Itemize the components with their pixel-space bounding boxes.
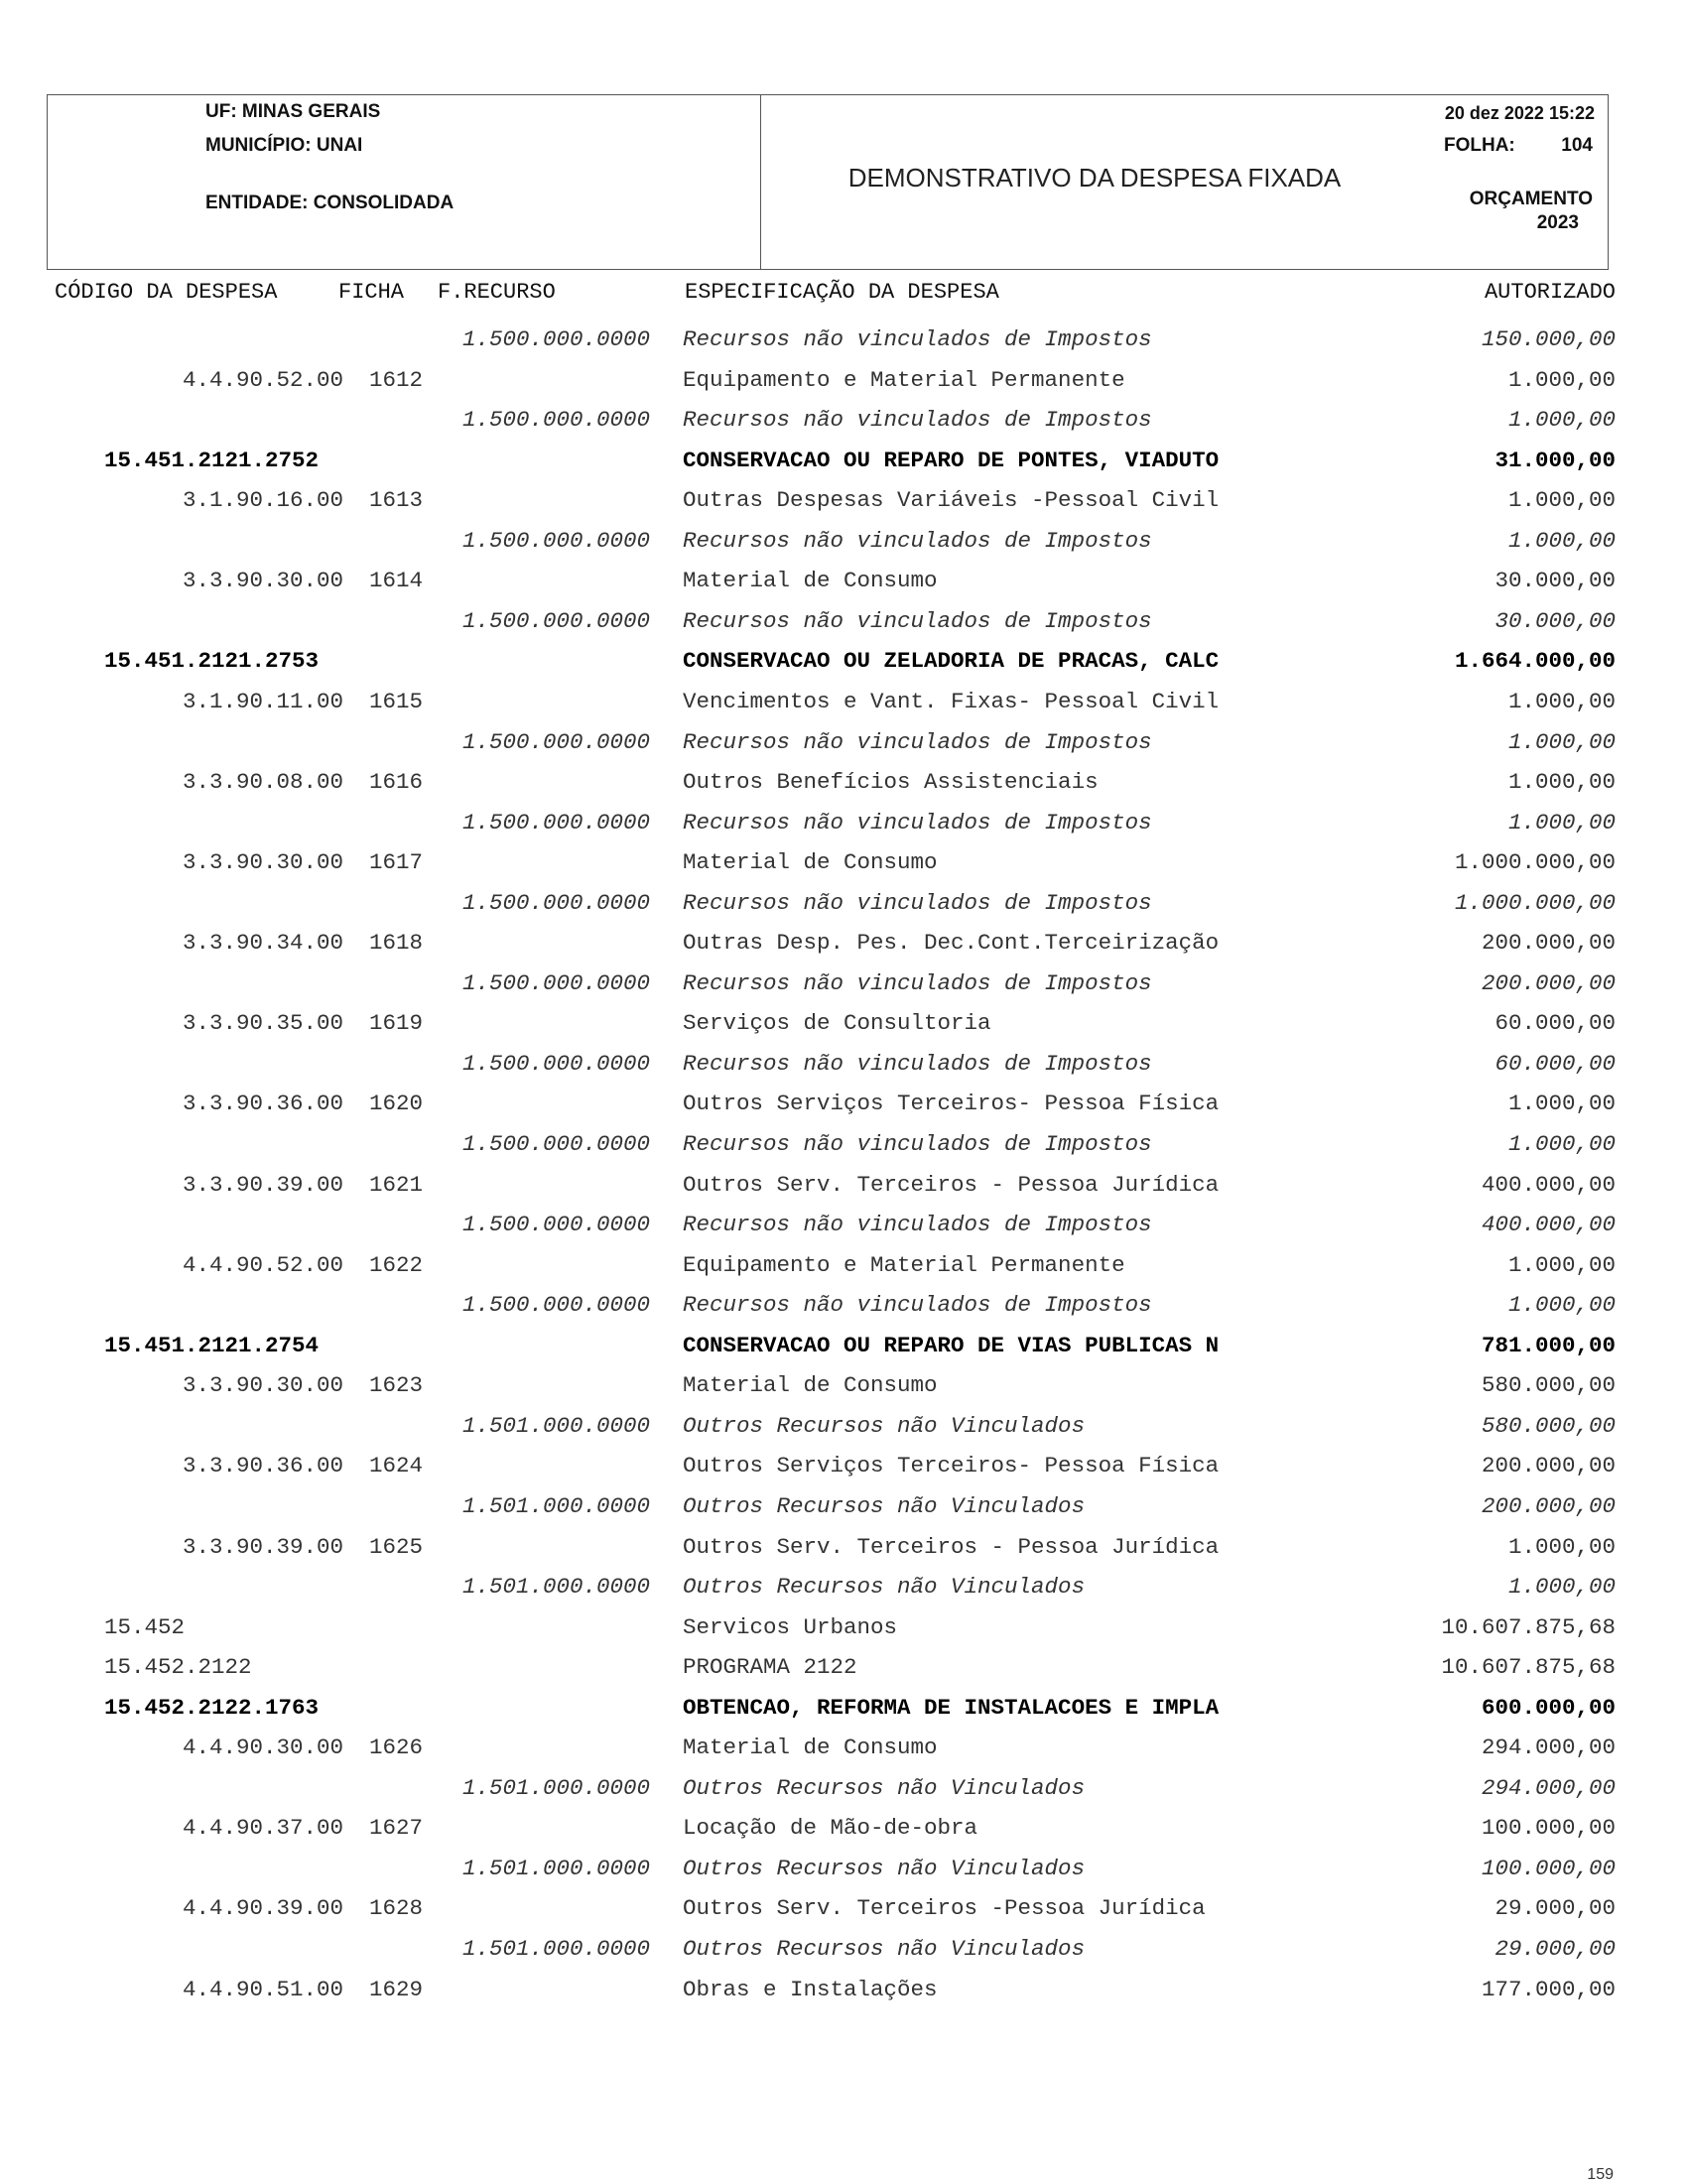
table-row-fonte <box>0 528 1688 566</box>
fonte-description: Recursos não vinculados de Impostos <box>683 407 1152 434</box>
expense-description: Outros Serv. Terceiros -Pessoa Jurídica <box>683 1895 1206 1922</box>
ficha-number: 1628 <box>369 1895 424 1922</box>
fonte-code: 1.500.000.0000 <box>462 969 651 996</box>
expense-value: 1.000,00 <box>1507 1091 1616 1117</box>
table-row-acao <box>0 1695 1688 1733</box>
table-row-item <box>0 1252 1688 1290</box>
report-datetime: 20 dez 2022 15:22 <box>1444 103 1595 123</box>
table-row-fonte <box>0 1051 1688 1089</box>
action-code: 15.451.2121.2752 <box>104 447 320 473</box>
uf-label: UF: MINAS GERAIS <box>205 101 381 122</box>
group-description: PROGRAMA 2122 <box>683 1654 857 1681</box>
expense-value: 177.000,00 <box>1481 1976 1616 2002</box>
expense-code: 4.4.90.39.00 <box>182 1895 343 1922</box>
fonte-code: 1.500.000.0000 <box>462 1292 651 1319</box>
expense-value: 29.000,00 <box>1494 1895 1616 1922</box>
municipio-label: MUNICÍPIO: UNAI <box>205 135 363 156</box>
expense-description: Outras Desp. Pes. Dec.Cont.Terceirização <box>683 930 1220 957</box>
table-row-item <box>0 930 1688 967</box>
action-description: CONSERVACAO OU REPARO DE VIAS PUBLICAS N <box>683 1332 1220 1358</box>
orcamento-year: 2023 <box>1536 212 1579 233</box>
expense-value: 200.000,00 <box>1481 930 1616 957</box>
table-row-item <box>0 1372 1688 1410</box>
ficha-number: 1614 <box>369 568 424 594</box>
table-row-fonte <box>0 1131 1688 1169</box>
group-value: 10.607.875,68 <box>1441 1654 1616 1681</box>
expense-value: 100.000,00 <box>1481 1815 1616 1842</box>
fonte-description: Recursos não vinculados de Impostos <box>683 1292 1152 1319</box>
action-value: 781.000,00 <box>1481 1332 1616 1358</box>
ficha-number: 1619 <box>369 1010 424 1037</box>
expense-description: Vencimentos e Vant. Fixas- Pessoal Civil <box>683 688 1220 714</box>
ficha-number: 1617 <box>369 849 424 876</box>
expense-description: Material de Consumo <box>683 1372 938 1399</box>
fonte-code: 1.500.000.0000 <box>462 407 651 434</box>
fonte-value: 200.000,00 <box>1481 969 1616 996</box>
folha-label: FOLHA: <box>1444 135 1515 156</box>
expense-code: 4.4.90.52.00 <box>182 1251 343 1278</box>
expense-description: Outros Serviços Terceiros- Pessoa Física <box>683 1453 1220 1479</box>
fonte-value: 150.000,00 <box>1481 326 1616 352</box>
ficha-number: 1622 <box>369 1251 424 1278</box>
expense-code: 3.3.90.35.00 <box>182 1010 343 1037</box>
table-row-item <box>0 1453 1688 1490</box>
table-row-acao <box>0 448 1688 485</box>
expense-code: 3.3.90.39.00 <box>182 1171 343 1198</box>
fonte-value: 1.000.000,00 <box>1454 889 1616 916</box>
table-row-item <box>0 568 1688 605</box>
table-row-item <box>0 1977 1688 2014</box>
entidade-label: ENTIDADE: CONSOLIDADA <box>205 193 454 213</box>
fonte-code: 1.501.000.0000 <box>462 1936 651 1962</box>
expense-code: 4.4.90.51.00 <box>182 1976 343 2002</box>
ficha-number: 1624 <box>369 1453 424 1479</box>
fonte-description: Outros Recursos não Vinculados <box>683 1492 1086 1519</box>
fonte-description: Recursos não vinculados de Impostos <box>683 969 1152 996</box>
expense-description: Obras e Instalações <box>683 1976 938 2002</box>
expense-value: 1.000,00 <box>1507 366 1616 393</box>
fonte-description: Outros Recursos não Vinculados <box>683 1412 1086 1439</box>
action-value: 31.000,00 <box>1494 447 1616 473</box>
expense-code: 3.3.90.30.00 <box>182 849 343 876</box>
table-row-item <box>0 769 1688 807</box>
ficha-number: 1615 <box>369 688 424 714</box>
table-row-item <box>0 1534 1688 1572</box>
expense-description: Outros Benefícios Assistenciais <box>683 769 1099 796</box>
action-value: 600.000,00 <box>1481 1694 1616 1721</box>
fonte-value: 1.000,00 <box>1507 728 1616 755</box>
expense-code: 3.3.90.34.00 <box>182 930 343 957</box>
expense-code: 3.3.90.08.00 <box>182 769 343 796</box>
expense-code: 3.3.90.36.00 <box>182 1453 343 1479</box>
expense-description: Material de Consumo <box>683 568 938 594</box>
table-row-item <box>0 1091 1688 1128</box>
expense-code: 4.4.90.52.00 <box>182 366 343 393</box>
report-title: DEMONSTRATIVO DA DESPESA FIXADA <box>847 163 1342 193</box>
fonte-code: 1.500.000.0000 <box>462 527 651 554</box>
fonte-value: 1.000,00 <box>1507 1292 1616 1319</box>
col-header-codigo: CÓDIGO DA DESPESA <box>55 280 278 305</box>
ficha-number: 1621 <box>369 1171 424 1198</box>
expense-value: 400.000,00 <box>1481 1171 1616 1198</box>
table-row-fonte <box>0 1413 1688 1451</box>
action-description: CONSERVACAO OU ZELADORIA DE PRACAS, CALC <box>683 648 1220 675</box>
table-row-fonte <box>0 1775 1688 1813</box>
expense-description: Outros Serv. Terceiros - Pessoa Jurídica <box>683 1171 1220 1198</box>
fonte-value: 1.000,00 <box>1507 809 1616 835</box>
expense-code: 4.4.90.30.00 <box>182 1734 343 1761</box>
action-code: 15.452.2122.1763 <box>104 1694 320 1721</box>
table-row-item <box>0 487 1688 525</box>
ficha-number: 1626 <box>369 1734 424 1761</box>
expense-code: 3.3.90.36.00 <box>182 1091 343 1117</box>
action-description: CONSERVACAO OU REPARO DE PONTES, VIADUTO <box>683 447 1220 473</box>
expense-description: Locação de Mão-de-obra <box>683 1815 978 1842</box>
expense-value: 1.000,00 <box>1507 769 1616 796</box>
fonte-code: 1.501.000.0000 <box>462 1774 651 1801</box>
fonte-description: Recursos não vinculados de Impostos <box>683 1212 1152 1238</box>
fonte-description: Recursos não vinculados de Impostos <box>683 326 1152 352</box>
orcamento-label: ORÇAMENTO <box>1469 189 1593 209</box>
expense-value: 1.000,00 <box>1507 1251 1616 1278</box>
table-row-item <box>0 1172 1688 1210</box>
expense-description: Material de Consumo <box>683 849 938 876</box>
table-row-grupo <box>0 1614 1688 1652</box>
table-row-acao <box>0 648 1688 686</box>
action-description: OBTENCAO, REFORMA DE INSTALACOES E IMPLA <box>683 1694 1220 1721</box>
ficha-number: 1627 <box>369 1815 424 1842</box>
table-row-fonte <box>0 729 1688 767</box>
fonte-code: 1.500.000.0000 <box>462 889 651 916</box>
ficha-number: 1616 <box>369 769 424 796</box>
fonte-description: Recursos não vinculados de Impostos <box>683 889 1152 916</box>
group-code: 15.452 <box>104 1613 186 1640</box>
table-row-fonte <box>0 1292 1688 1330</box>
fonte-description: Outros Recursos não Vinculados <box>683 1855 1086 1881</box>
expense-code: 3.3.90.39.00 <box>182 1533 343 1560</box>
table-row-fonte <box>0 1856 1688 1893</box>
table-row-grupo <box>0 1654 1688 1692</box>
expense-value: 294.000,00 <box>1481 1734 1616 1761</box>
action-code: 15.451.2121.2754 <box>104 1332 320 1358</box>
expense-description: Outros Serviços Terceiros- Pessoa Física <box>683 1091 1220 1117</box>
fonte-code: 1.500.000.0000 <box>462 1131 651 1157</box>
action-value: 1.664.000,00 <box>1454 648 1616 675</box>
col-header-recurso: F.RECURSO <box>438 280 556 305</box>
table-row-fonte <box>0 970 1688 1008</box>
fonte-code: 1.500.000.0000 <box>462 1212 651 1238</box>
fonte-description: Recursos não vinculados de Impostos <box>683 527 1152 554</box>
fonte-value: 60.000,00 <box>1494 1050 1616 1077</box>
ficha-number: 1625 <box>369 1533 424 1560</box>
fonte-value: 200.000,00 <box>1481 1492 1616 1519</box>
col-header-autorizado: AUTORIZADO <box>1484 280 1616 305</box>
expense-value: 30.000,00 <box>1494 568 1616 594</box>
fonte-description: Outros Recursos não Vinculados <box>683 1936 1086 1962</box>
fonte-value: 1.000,00 <box>1507 1574 1616 1601</box>
fonte-value: 1.000,00 <box>1507 1131 1616 1157</box>
expense-code: 3.3.90.30.00 <box>182 568 343 594</box>
col-header-especificacao: ESPECIFICAÇÃO DA DESPESA <box>685 280 999 305</box>
action-code: 15.451.2121.2753 <box>104 648 320 675</box>
table-row-item <box>0 689 1688 726</box>
table-row-fonte <box>0 608 1688 646</box>
expense-description: Equipamento e Material Permanente <box>683 1251 1125 1278</box>
fonte-description: Outros Recursos não Vinculados <box>683 1574 1086 1601</box>
page-number: 159 <box>1587 2166 1614 2183</box>
fonte-description: Recursos não vinculados de Impostos <box>683 1050 1152 1077</box>
folha-value: 104 <box>1561 135 1593 156</box>
expense-value: 1.000.000,00 <box>1454 849 1616 876</box>
table-row-fonte <box>0 326 1688 364</box>
table-row-fonte <box>0 810 1688 847</box>
fonte-code: 1.500.000.0000 <box>462 809 651 835</box>
expense-value: 580.000,00 <box>1481 1372 1616 1399</box>
fonte-code: 1.501.000.0000 <box>462 1574 651 1601</box>
expense-code: 3.3.90.30.00 <box>182 1372 343 1399</box>
expense-description: Outras Despesas Variáveis -Pessoal Civil <box>683 487 1220 514</box>
expense-description: Equipamento e Material Permanente <box>683 366 1125 393</box>
fonte-value: 1.000,00 <box>1507 407 1616 434</box>
table-row-item <box>0 1010 1688 1048</box>
fonte-value: 1.000,00 <box>1507 527 1616 554</box>
expense-code: 3.1.90.16.00 <box>182 487 343 514</box>
table-row-fonte <box>0 1493 1688 1531</box>
fonte-description: Recursos não vinculados de Impostos <box>683 607 1152 634</box>
fonte-code: 1.500.000.0000 <box>462 728 651 755</box>
table-row-acao <box>0 1333 1688 1370</box>
fonte-code: 1.501.000.0000 <box>462 1855 651 1881</box>
ficha-number: 1618 <box>369 930 424 957</box>
fonte-value: 580.000,00 <box>1481 1412 1616 1439</box>
table-row-item <box>0 1734 1688 1772</box>
fonte-description: Recursos não vinculados de Impostos <box>683 1131 1152 1157</box>
fonte-description: Recursos não vinculados de Impostos <box>683 809 1152 835</box>
fonte-code: 1.500.000.0000 <box>462 607 651 634</box>
fonte-value: 29.000,00 <box>1494 1936 1616 1962</box>
table-row-fonte <box>0 1574 1688 1611</box>
col-header-ficha: FICHA <box>338 280 405 305</box>
ficha-number: 1612 <box>369 366 424 393</box>
fonte-value: 30.000,00 <box>1494 607 1616 634</box>
expense-code: 3.1.90.11.00 <box>182 688 343 714</box>
table-row-fonte <box>0 407 1688 445</box>
table-row-fonte <box>0 1936 1688 1974</box>
fonte-code: 1.501.000.0000 <box>462 1412 651 1439</box>
ficha-number: 1613 <box>369 487 424 514</box>
table-row-item <box>0 849 1688 887</box>
expense-value: 60.000,00 <box>1494 1010 1616 1037</box>
table-row-item <box>0 1895 1688 1933</box>
table-row-item <box>0 367 1688 405</box>
fonte-code: 1.501.000.0000 <box>462 1492 651 1519</box>
expense-description: Material de Consumo <box>683 1734 938 1761</box>
expense-value: 1.000,00 <box>1507 688 1616 714</box>
ficha-number: 1629 <box>369 1976 424 2002</box>
fonte-value: 100.000,00 <box>1481 1855 1616 1881</box>
table-row-fonte <box>0 890 1688 928</box>
fonte-value: 400.000,00 <box>1481 1212 1616 1238</box>
ficha-number: 1620 <box>369 1091 424 1117</box>
fonte-code: 1.500.000.0000 <box>462 1050 651 1077</box>
expense-description: Outros Serv. Terceiros - Pessoa Jurídica <box>683 1533 1220 1560</box>
expense-value: 1.000,00 <box>1507 487 1616 514</box>
group-code: 15.452.2122 <box>104 1654 252 1681</box>
expense-value: 200.000,00 <box>1481 1453 1616 1479</box>
fonte-description: Outros Recursos não Vinculados <box>683 1774 1086 1801</box>
table-row-item <box>0 1815 1688 1853</box>
fonte-code: 1.500.000.0000 <box>462 326 651 352</box>
ficha-number: 1623 <box>369 1372 424 1399</box>
group-description: Servicos Urbanos <box>683 1613 898 1640</box>
expense-description: Serviços de Consultoria <box>683 1010 991 1037</box>
fonte-value: 294.000,00 <box>1481 1774 1616 1801</box>
fonte-description: Recursos não vinculados de Impostos <box>683 728 1152 755</box>
expense-value: 1.000,00 <box>1507 1533 1616 1560</box>
expense-code: 4.4.90.37.00 <box>182 1815 343 1842</box>
group-value: 10.607.875,68 <box>1441 1613 1616 1640</box>
table-row-fonte <box>0 1212 1688 1249</box>
